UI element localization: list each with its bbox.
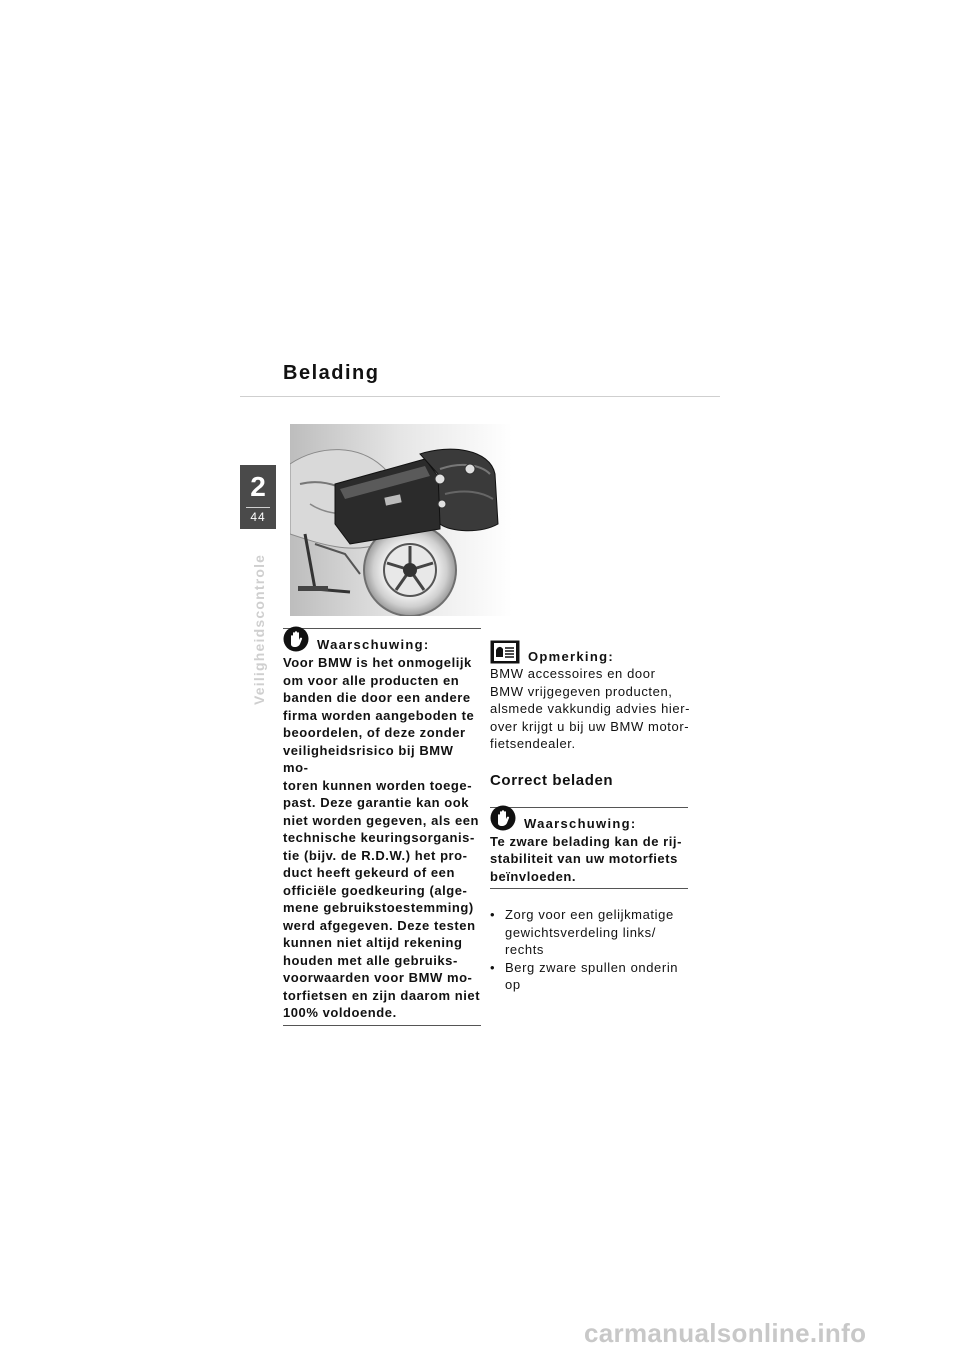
title-divider [240,396,720,397]
note-label: Opmerking: [528,649,614,664]
warning-hand-icon [490,805,516,831]
warning-text: Te zware belading kan de rij- stabiliteit van uw motorfiets beïnvloeden. [490,833,682,884]
list-item-text: Berg zware spullen onderin op [505,959,679,992]
warning-bottom-rule [490,888,688,889]
section-heading: Correct beladen [490,771,614,789]
warning-bottom-rule [283,1025,481,1026]
chapter-tab-divider [246,507,270,508]
chapter-side-label: Veiligheidscontrole [251,553,267,705]
page-title: Belading [283,362,380,384]
warning-text: Voor BMW is het onmogelijk om voor alle producten en banden die door een andere firma worden aangeboden te beoordelen, of deze zonder veiligheidsrisico bij BMW mo- toren kunnen worden toege- past. Deze garantie kan ook niet worden gegeven, als een technische keuringsorganis- tie (bijv. de R.D.W.) het pro- duct heeft gekeurd of een officiële goedkeuring (alge- mene gebruikstoestemming) werd afgegeven. Deze testen kunnen niet altijd rekening houden met alle gebruiks- voorwaarden voor BMW mo- torfietsen en zijn daarom niet 100% voldoende. [283,655,481,1020]
note-document-icon [490,640,520,664]
list-item [490,906,700,959]
watermark: carmanualsonline.info [584,1318,867,1348]
warning-block-compatibility [283,628,481,1026]
note-block [490,640,700,753]
list-item [490,959,700,994]
loading-tips-list [490,906,700,994]
warning-block-loading [490,807,688,890]
motorcycle-luggage-photo [290,424,512,616]
chapter-tab [240,465,276,529]
bullet-icon: • [490,907,496,922]
right-column [490,640,700,994]
chapter-number: 2 [250,471,266,502]
warning-label: Waarschuwing: [317,637,430,652]
note-text: BMW accessoires en door BMW vrijgegeven producten, alsmede vakkundig advies hier- over krijgt u bij uw BMW motor- fietsendealer. [490,666,691,751]
bullet-icon: • [490,959,496,975]
page-number: 44 [250,510,266,524]
warning-hand-icon [283,626,309,652]
warning-label: Waarschuwing: [524,815,637,831]
list-item-text: Zorg voor een gelijkmatige gewichtsverdeling links/ rechts [505,907,674,957]
